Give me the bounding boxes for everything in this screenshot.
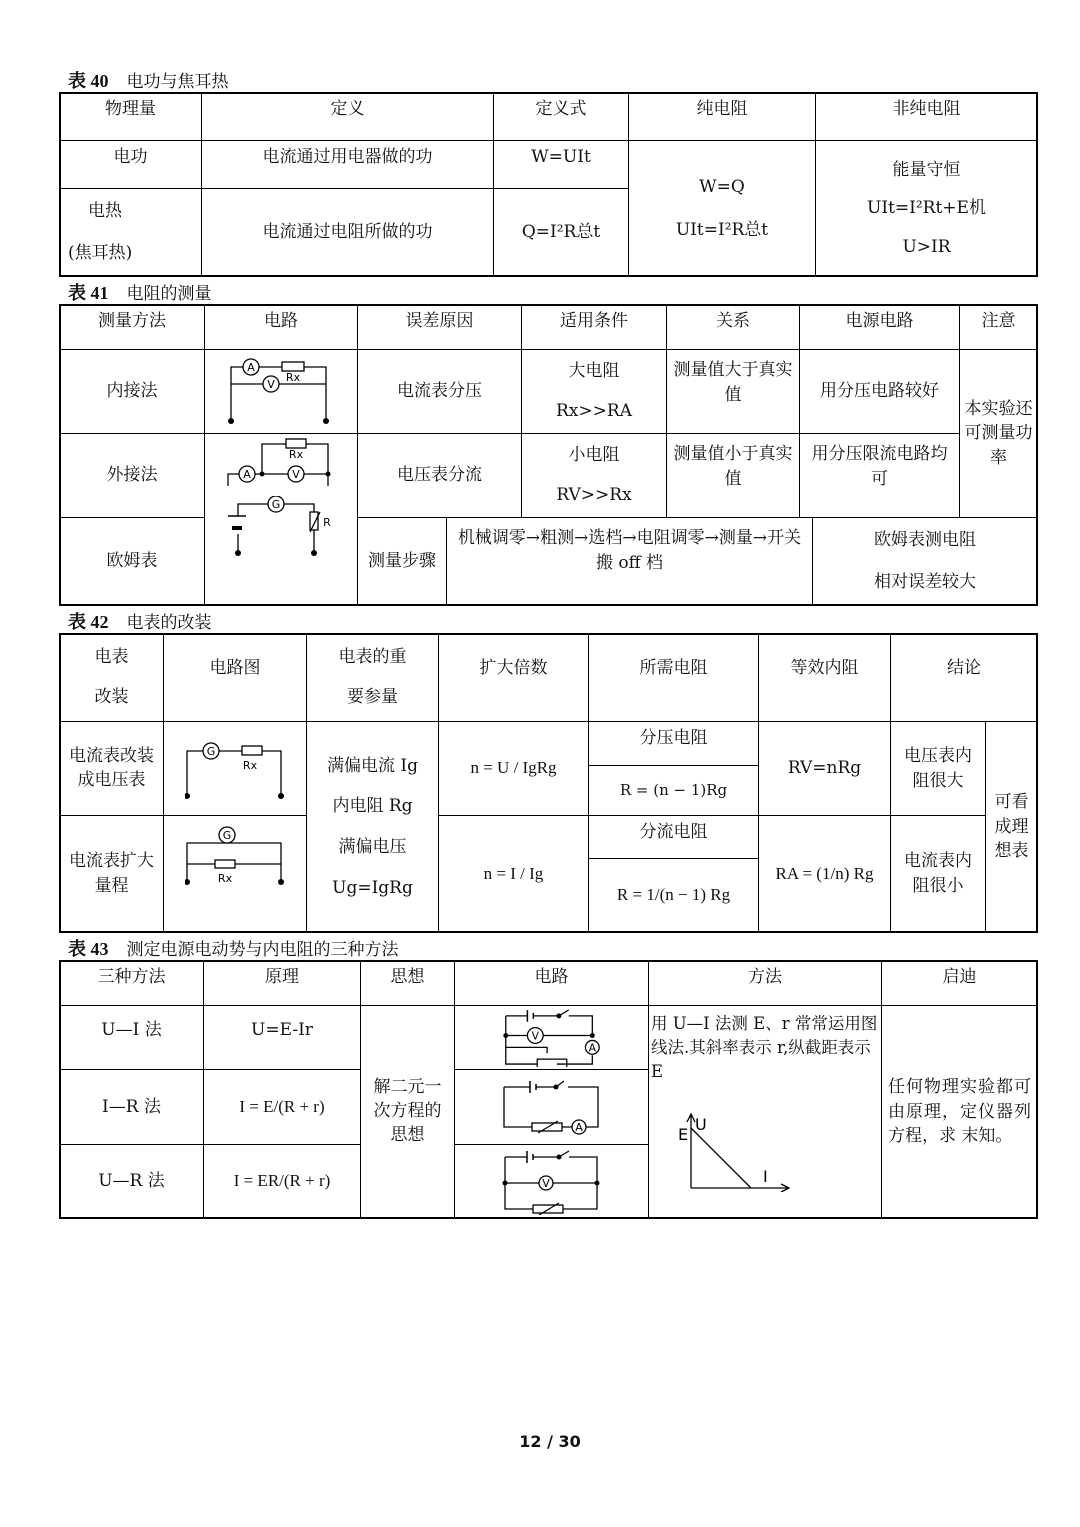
header-cell: 关系 [666,304,800,350]
text: UIt=I²Rt+E机 [867,198,986,219]
table-number: 表 43 [68,939,109,959]
header-cell: 电源电路 [799,304,960,350]
cell: 电压表内阻很大 [890,721,986,816]
ammeter-label: A [574,1121,583,1134]
header-cell: 等效内阻 [758,633,891,722]
circuit-ui [454,1005,649,1070]
cell: 测量值大于真实值 [666,349,800,434]
graph-intercept-label: E [678,1124,689,1144]
cell [521,433,667,518]
text: 满偏电流 Ig [326,755,418,776]
header-cell: 纯电阻 [628,92,816,141]
circuit-ir [454,1069,649,1145]
header-cell: 电表的重要参量 [306,633,439,722]
header-cell: 定义 [201,92,494,141]
text: 小电阻 [568,445,620,466]
text: (焦耳热) [68,242,133,263]
ammeter-label: A [588,1041,596,1055]
cell [438,815,589,933]
header-cell: 适用条件 [521,304,667,350]
cell: 机械调零→粗测→选档→电阻调零→测量→开关搬 off 档 [446,517,813,606]
cell [521,349,667,434]
table-number: 表 41 [68,283,109,303]
table-caption: 测定电源电动势与内电阻的三种方法 [126,940,399,960]
header-cell: 原理 [203,960,361,1006]
table-number: 表 40 [68,71,109,91]
resistor-label: Rx [288,448,304,461]
text: 大电阻 [568,361,620,382]
header-cell: 电路图 [163,633,307,722]
cell [203,1144,361,1219]
principle-formula: I = E/(R + r) [239,1096,325,1116]
table-40-title [68,67,229,93]
cell: U—R 法 [59,1144,204,1219]
cell: 电流表分压 [357,349,522,434]
header-cell: 所需电阻 [588,633,759,722]
circuit-internal [204,349,358,434]
principle-formula: I = ER/(R + r) [233,1171,331,1191]
ui-graph-icon [677,1112,797,1192]
circuit-external-and-ohmmeter [204,433,358,606]
magnification-formula: n = I / Ig [483,863,544,883]
resistor-label: Rx [217,872,233,885]
ur-method-circuit-icon [497,1149,607,1215]
ammeter-extension-circuit-icon [185,822,285,888]
header-cell: 测量方法 [59,304,205,350]
text: UIt=I²R总t [675,219,769,240]
cell [812,517,1038,606]
shunt-resistance-formula: R = 1/(n − 1) Rg [616,885,731,905]
header-cell: 结论 [890,633,1038,722]
ui-method-circuit-icon [497,1008,607,1067]
resistor-label: Rx [242,758,258,772]
cell: 测量值小于真实值 [666,433,800,518]
header-cell: 电路 [204,304,358,350]
cell [438,721,589,816]
internal-connection-circuit-icon [226,357,336,427]
magnification-formula: n = U / IgRg [470,758,557,778]
header-cell: 方法 [648,960,882,1006]
graph-y-label: U [695,1114,707,1134]
cell: U=E-Ir [203,1005,361,1070]
cell: 电流表改装成电压表 [59,721,164,816]
galvanometer-label: G [222,829,232,842]
voltmeter-label: V [267,377,275,391]
text: Rx>>RA [556,400,632,421]
text: 能量守恒 [892,159,961,180]
cell [306,721,439,933]
cell: W=UIt [493,140,629,189]
cell: 电压表分流 [357,433,522,518]
text: 相对误差较大 [874,571,976,592]
text: 欧姆表测电阻 [874,530,976,551]
cell: 电流通过用电器做的功 [201,140,494,189]
table-caption: 电功与焦耳热 [126,72,229,92]
header-cell: 误差原因 [357,304,522,350]
page-number: 12 / 30 [519,1432,581,1451]
voltmeter-label: V [292,468,300,481]
header-cell: 三种方法 [59,960,204,1006]
ammeter-label: A [243,468,251,481]
cell: RV=nRg [758,721,891,816]
header-cell: 启迪 [881,960,1038,1006]
table-caption: 电表的改装 [126,613,212,633]
text: 电热 [88,201,122,222]
circuit-voltmeter-conversion [163,721,307,816]
cell: 解二元一次方程的思想 [360,1005,455,1219]
resistor-label: Rx [285,370,301,384]
cell: 分压电阻 [588,721,759,766]
table-number: 表 42 [68,612,109,632]
cell: 用分压电路较好 [799,349,960,434]
header-cell: 电表改装 [59,633,164,722]
cell [59,188,202,277]
cell [815,140,1038,277]
header-cell: 定义式 [493,92,629,141]
equivalent-resistance-formula: RA = (1/n) Rg [775,863,874,883]
text: RV>>Rx [556,484,632,505]
graph-x-label: I [763,1166,768,1186]
cell: 电流通过电阻所做的功 [201,188,494,277]
header-cell: 扩大倍数 [438,633,589,722]
text: 内电阻 Rg [332,796,413,817]
cell [648,1005,882,1219]
galvanometer-label: G [206,744,216,758]
header-cell: 物理量 [59,92,202,141]
external-connection-circuit-icon [226,436,336,496]
table-43-title [68,935,399,961]
cell: 任何物理实验都可由原理，定仪器列方程，求 末知。 [881,1005,1038,1219]
voltmeter-label: V [531,1029,539,1043]
text: Ug=IgRg [332,877,413,898]
method-text: 用 U—I 法测 E、r 常常运用图线法.其斜率表示 r,纵截距表示 E [651,1014,878,1081]
cell: I—R 法 [59,1069,204,1145]
cell: 内接法 [59,349,205,434]
cell: 欧姆表 [59,517,205,606]
table-42-title [68,608,212,634]
cell: 可看成理想表 [985,721,1038,933]
header-cell: 思想 [360,960,455,1006]
cell: 电流表内阻很小 [890,815,986,933]
circuit-ur [454,1144,649,1219]
ammeter-label: A [247,360,255,374]
voltmeter-label: V [541,1176,550,1190]
table-caption: 电阻的测量 [126,284,212,304]
cell: 分流电阻 [588,815,759,859]
ir-method-circuit-icon [502,1077,602,1137]
cell: U—I 法 [59,1005,204,1070]
cell: 用分压限流电路均可 [799,433,960,518]
circuit-ammeter-extension [163,815,307,933]
cell [758,815,891,933]
text: 满偏电压 [338,837,407,857]
cell [203,1069,361,1145]
text: U>IR [902,236,951,257]
galvanometer-label: G [271,498,281,511]
cell: 外接法 [59,433,205,518]
cell: Q=I²R总t [493,188,629,277]
header-cell: 电路 [454,960,649,1006]
table-41-title [68,279,212,305]
text: W=Q [699,176,745,197]
rheostat-label: R [323,516,331,529]
cell: 本实验还可测量功率 [959,349,1038,518]
cell [588,858,759,933]
header-cell: 注意 [959,304,1038,350]
ohmmeter-circuit-icon [226,496,336,566]
voltmeter-conversion-circuit-icon [185,738,285,800]
header-cell: 非纯电阻 [815,92,1038,141]
cell: R = (n − 1)Rg [588,765,759,816]
cell: 电功 [59,140,202,189]
cell: 电流表扩大量程 [59,815,164,933]
cell [628,140,816,277]
cell: 测量步骤 [357,517,447,606]
